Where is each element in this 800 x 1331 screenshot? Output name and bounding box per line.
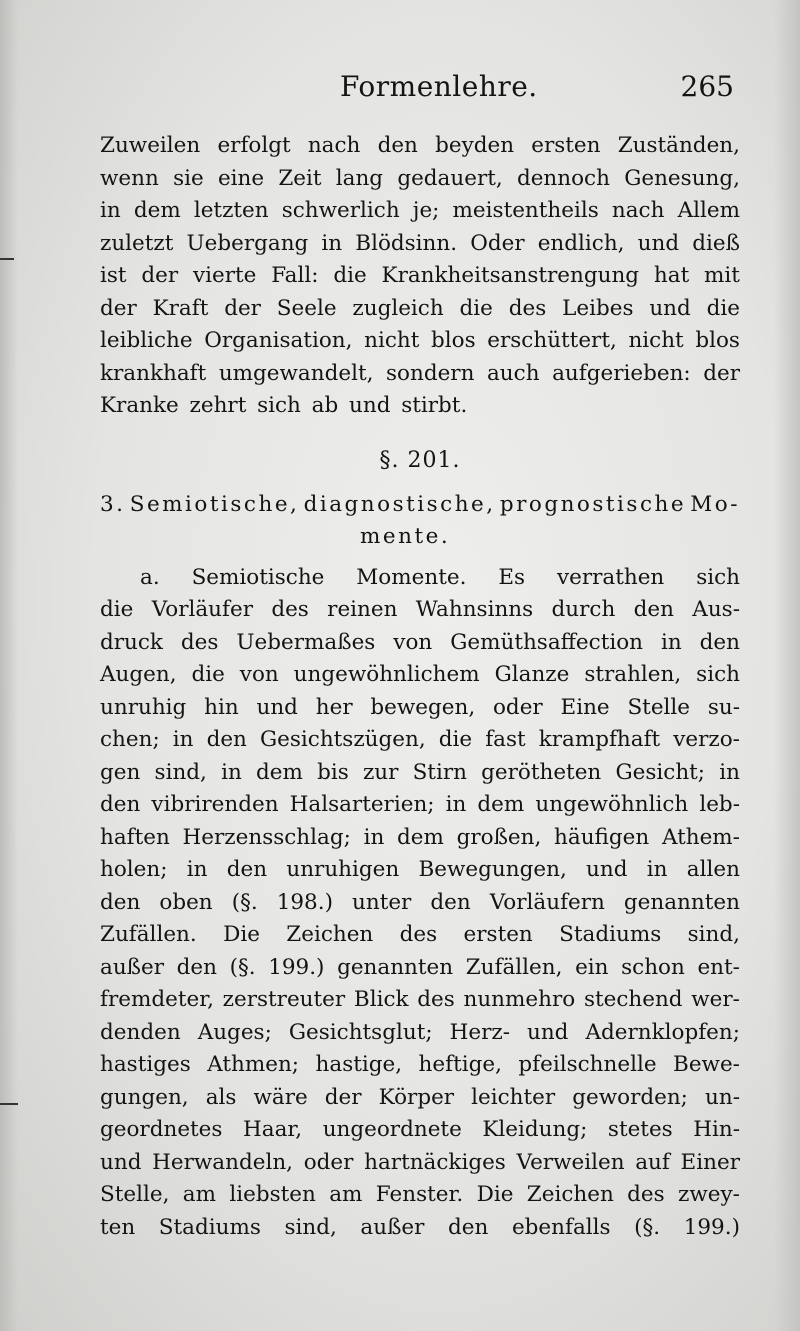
word: als xyxy=(205,1084,237,1110)
word: den xyxy=(377,133,418,158)
word: nicht xyxy=(628,328,684,353)
section-heading xyxy=(100,489,740,554)
word: sich xyxy=(696,564,740,590)
word: die xyxy=(706,295,740,321)
text-line xyxy=(100,1212,740,1245)
word: Herzensschlag; xyxy=(182,824,351,850)
text-line xyxy=(100,919,740,952)
word: dieß xyxy=(692,230,740,256)
word: sind, xyxy=(284,1214,337,1240)
word: Die xyxy=(476,1182,514,1207)
word: druck xyxy=(100,629,163,655)
word: des xyxy=(271,597,309,622)
word: mit xyxy=(704,263,740,288)
word: sind, xyxy=(687,922,740,947)
word: Kranke xyxy=(100,393,179,418)
word: verzo- xyxy=(673,727,740,752)
word: Stadiums xyxy=(158,1214,261,1240)
word: Genesung, xyxy=(624,165,740,191)
word: Uebermaßes xyxy=(236,629,376,655)
word: der xyxy=(703,360,740,386)
word: in xyxy=(221,759,242,785)
word: Gemüthsaffection xyxy=(450,629,644,655)
word: der xyxy=(324,1084,362,1110)
word: am xyxy=(182,1182,216,1207)
word: den xyxy=(699,629,740,655)
word: oben xyxy=(159,889,213,915)
word: ab xyxy=(311,393,339,418)
word: Es xyxy=(498,564,526,590)
word: auf xyxy=(635,1149,670,1175)
word: Gesichtszügen, xyxy=(259,727,426,752)
word: in xyxy=(445,792,467,817)
word: wer- xyxy=(691,987,740,1012)
word: 3. xyxy=(100,491,126,517)
word: eine xyxy=(217,165,265,191)
word: ungewöhnlich xyxy=(535,792,689,817)
word: Vorläufer xyxy=(151,597,253,622)
word: heftige, xyxy=(418,1052,502,1077)
word: Stirn xyxy=(412,759,467,785)
word: den xyxy=(100,792,141,817)
word: fremdeter, xyxy=(100,987,214,1012)
word: 198.) xyxy=(276,889,333,915)
page-text xyxy=(100,130,740,1244)
word: Verweilen xyxy=(516,1149,625,1175)
word: umgewandelt, xyxy=(218,360,374,386)
word: Zeichen xyxy=(526,1182,614,1207)
word: holen; xyxy=(100,857,168,882)
word: stetes xyxy=(607,1117,673,1142)
word: und xyxy=(256,694,298,720)
word: Die xyxy=(223,922,260,947)
text-line xyxy=(100,1049,740,1082)
word: genannten xyxy=(623,889,740,915)
word: (§. xyxy=(229,954,256,980)
word: je; xyxy=(412,198,440,223)
word: auch xyxy=(486,360,540,386)
word: Gesicht; xyxy=(615,759,706,785)
word: durch xyxy=(551,597,616,622)
word: von xyxy=(239,662,279,687)
word: allen xyxy=(686,857,740,882)
word: den xyxy=(100,889,141,915)
word: in xyxy=(363,824,385,850)
word: dem xyxy=(477,792,525,817)
word: den xyxy=(206,727,247,752)
word: denden xyxy=(100,1019,181,1045)
word: Zeit xyxy=(278,165,322,191)
word: stechend xyxy=(583,987,683,1012)
section-number: §. 201. xyxy=(379,447,461,473)
word: zerstreuter xyxy=(222,987,346,1012)
page-header xyxy=(100,70,740,110)
word: nunmehro xyxy=(463,987,576,1012)
word: nicht xyxy=(364,328,420,353)
text-line xyxy=(100,659,740,692)
word: oder xyxy=(492,694,543,720)
word: Blödsinn. xyxy=(355,230,458,256)
word: wäre xyxy=(253,1084,308,1110)
word: bewegen, xyxy=(370,694,476,720)
word: Kleidung; xyxy=(482,1117,588,1142)
word: gedauert, xyxy=(397,165,503,191)
word: Seele xyxy=(276,295,337,321)
word: nach xyxy=(307,133,361,158)
word: ersten xyxy=(463,922,533,947)
text-line xyxy=(100,130,740,163)
text-line xyxy=(100,822,740,855)
word: Haar, xyxy=(243,1117,303,1142)
text-line xyxy=(100,163,740,196)
word: bis xyxy=(317,759,349,785)
word: Leibes xyxy=(562,295,634,321)
word: Zufällen, xyxy=(465,954,563,980)
word: (§. xyxy=(634,1214,661,1240)
running-title: Formenlehre. xyxy=(340,70,538,103)
paragraph-1 xyxy=(100,130,740,423)
text-line xyxy=(100,594,740,627)
word: den xyxy=(430,889,471,915)
word: des xyxy=(627,1182,665,1207)
word: Aus- xyxy=(692,597,740,622)
word: unruhigen xyxy=(286,857,400,882)
word: a. xyxy=(140,564,160,590)
word: hartnäckiges xyxy=(364,1149,506,1175)
word: Hin- xyxy=(693,1117,740,1142)
word: die xyxy=(459,295,493,321)
text-line xyxy=(100,228,740,261)
word: Vorläufern xyxy=(489,889,605,915)
word: ebenfalls xyxy=(511,1214,611,1240)
word: Eine xyxy=(560,694,610,720)
word: die xyxy=(191,662,225,687)
word: Einer xyxy=(680,1149,740,1175)
word: die xyxy=(438,727,473,752)
text-line xyxy=(100,195,740,228)
word: Zeichen xyxy=(286,922,374,947)
word: ein xyxy=(575,954,609,980)
word: gen xyxy=(100,759,141,785)
word: schwerlich xyxy=(281,198,400,223)
word: prognostische xyxy=(499,491,687,517)
word: Semiotische, xyxy=(129,491,300,517)
word: der xyxy=(141,263,179,288)
word: die xyxy=(333,263,367,288)
text-line xyxy=(100,1017,740,1050)
word: blos xyxy=(695,328,740,353)
word: außer xyxy=(100,954,165,980)
word: der xyxy=(100,295,137,321)
word: verrathen xyxy=(556,564,665,590)
word: stirbt. xyxy=(401,393,468,418)
word: unruhig xyxy=(100,694,187,720)
word: Zufällen. xyxy=(100,922,197,947)
word: strahlen, xyxy=(584,662,682,687)
word: am xyxy=(329,1182,363,1207)
word: in xyxy=(321,230,343,256)
word: des xyxy=(417,987,455,1012)
word: zugleich xyxy=(352,295,444,321)
text-line xyxy=(100,984,740,1017)
word: nach xyxy=(611,198,665,223)
word: der xyxy=(224,295,261,321)
word: fast xyxy=(485,727,526,752)
word: vierte xyxy=(192,263,257,288)
word: Semiotische xyxy=(191,564,325,590)
word: ten xyxy=(100,1214,136,1240)
word: Blick xyxy=(353,987,409,1012)
text-line xyxy=(100,293,740,326)
word: her xyxy=(315,694,353,720)
word: dem xyxy=(397,824,444,850)
text-line xyxy=(100,1082,740,1115)
word: Stadiums xyxy=(559,922,662,947)
word: gungen, xyxy=(100,1084,189,1110)
word: häufigen xyxy=(554,824,650,850)
word: in xyxy=(186,857,208,882)
word: sie xyxy=(173,165,204,191)
word: haften xyxy=(100,824,170,850)
word: Mo- xyxy=(690,491,740,517)
word: Zuweilen xyxy=(100,133,201,158)
word: oder xyxy=(303,1149,354,1175)
word: Wahnsinns xyxy=(415,597,534,622)
word: in xyxy=(100,198,121,223)
margin-mark xyxy=(0,258,14,260)
word: diagnostische, xyxy=(303,491,496,517)
word: Stelle xyxy=(627,694,691,720)
word: pfeilschnelle xyxy=(518,1052,657,1077)
word: zur xyxy=(362,759,399,785)
word: hin xyxy=(204,694,239,720)
word: leibliche xyxy=(100,328,193,353)
word: gerötheten xyxy=(481,759,602,785)
word: leb- xyxy=(699,792,740,817)
word: zwey- xyxy=(678,1182,740,1207)
word: und xyxy=(637,230,680,256)
word: Uebergang xyxy=(186,230,309,256)
text-line xyxy=(100,952,740,985)
word: Augen, xyxy=(100,662,177,687)
word: Glanze xyxy=(494,662,570,687)
word: ungewöhnlichem xyxy=(293,662,480,687)
word: letzten xyxy=(193,198,269,223)
word: ent- xyxy=(697,954,740,980)
word: Momente. xyxy=(356,564,467,590)
text-line xyxy=(100,562,740,595)
word: Herwandeln, xyxy=(152,1149,294,1175)
word: Bewe- xyxy=(673,1052,740,1077)
text-line xyxy=(100,1147,740,1180)
word: aufgerieben: xyxy=(552,360,691,386)
word: die xyxy=(100,597,134,622)
word: reinen xyxy=(327,597,398,622)
word: Gesichtsglut; xyxy=(288,1019,433,1045)
text-line xyxy=(100,390,740,423)
word: in xyxy=(660,629,682,655)
text-line xyxy=(100,692,740,725)
word: großen, xyxy=(456,824,542,850)
word: Körper xyxy=(378,1084,455,1110)
word: Fall: xyxy=(271,263,319,288)
text-line xyxy=(100,724,740,757)
word: chen; xyxy=(100,727,160,752)
word: Athem- xyxy=(661,824,740,850)
word: lang xyxy=(335,165,384,191)
word: blos xyxy=(431,328,476,353)
text-line xyxy=(100,325,740,358)
word: Athmen; xyxy=(207,1052,300,1077)
word: erschüttert, xyxy=(487,328,617,353)
word: zehrt xyxy=(189,393,247,418)
word: krampfhaft xyxy=(538,727,661,752)
word: dem xyxy=(133,198,181,223)
word: Stelle, xyxy=(100,1182,170,1207)
word: und xyxy=(349,393,391,418)
word: Bewegungen, xyxy=(418,857,567,882)
word: und xyxy=(586,857,628,882)
word: Herz- xyxy=(449,1019,510,1045)
word: Kraft xyxy=(152,295,209,321)
word: genannten xyxy=(337,954,454,980)
text-line xyxy=(100,789,740,822)
word: erfolgt xyxy=(217,133,291,158)
word: 199.) xyxy=(683,1214,740,1240)
word: unter xyxy=(352,889,412,915)
word: und xyxy=(526,1019,569,1045)
word: zuletzt xyxy=(100,230,174,256)
word: geordnetes xyxy=(100,1117,223,1142)
word: Krankheitsanstrengung xyxy=(381,263,640,288)
word: hat xyxy=(653,263,690,288)
text-line xyxy=(100,757,740,790)
word: des xyxy=(180,629,219,655)
word: den xyxy=(226,857,268,882)
word: in xyxy=(646,857,668,882)
heading-line xyxy=(100,489,740,522)
word: dennoch xyxy=(516,165,610,191)
margin-mark xyxy=(0,1103,18,1105)
word: un- xyxy=(705,1084,740,1110)
text-line xyxy=(100,627,740,660)
word: schon xyxy=(621,954,685,980)
word: dem xyxy=(256,759,303,785)
word: außer xyxy=(360,1214,425,1240)
word: liebsten xyxy=(229,1182,316,1207)
page-left-edge-shadow xyxy=(0,0,18,1331)
word: Zuständen, xyxy=(617,133,740,158)
text-line xyxy=(100,854,740,887)
paragraph-2 xyxy=(100,562,740,1245)
word: Halsarterien; xyxy=(289,792,435,817)
word: geworden; xyxy=(572,1084,688,1110)
word: in xyxy=(719,759,740,785)
word: meistentheils xyxy=(452,198,599,223)
word: in xyxy=(172,727,194,752)
word: sind, xyxy=(154,759,207,785)
word: ersten xyxy=(531,133,601,158)
page-number: 265 xyxy=(680,70,734,103)
text-line xyxy=(100,887,740,920)
word: ist xyxy=(100,263,127,288)
word: und xyxy=(100,1149,142,1175)
word: beyden xyxy=(435,133,515,158)
word: hastiges xyxy=(100,1052,191,1077)
word: Allem xyxy=(677,198,740,223)
word: 199.) xyxy=(268,954,325,980)
word: hastige, xyxy=(315,1052,403,1077)
word: su- xyxy=(707,694,740,720)
word: von xyxy=(393,629,433,655)
word: leichter xyxy=(471,1084,556,1110)
word: ungeordnete xyxy=(322,1117,462,1142)
page-right-edge-shadow xyxy=(774,0,800,1331)
heading-line: mente. xyxy=(360,524,451,549)
word: Auges; xyxy=(197,1019,272,1045)
text-line xyxy=(100,260,740,293)
word: endlich, xyxy=(537,230,625,256)
word: Organisation, xyxy=(204,328,353,353)
word: sich xyxy=(696,662,740,687)
text-line xyxy=(100,1179,740,1212)
word: den xyxy=(633,597,674,622)
word: Fenster. xyxy=(375,1182,464,1207)
word: Oder xyxy=(470,230,525,256)
word: Adernklopfen; xyxy=(585,1019,740,1045)
text-line xyxy=(100,1114,740,1147)
word: wenn xyxy=(100,165,159,191)
word: den xyxy=(448,1214,489,1240)
word: (§. xyxy=(231,889,258,915)
word: krankhaft xyxy=(100,360,207,386)
word: den xyxy=(176,954,217,980)
word: des xyxy=(399,922,438,947)
word: und xyxy=(649,295,691,321)
word: vibrirenden xyxy=(151,792,279,817)
word: des xyxy=(508,295,547,321)
text-line xyxy=(100,358,740,391)
word: sondern xyxy=(386,360,475,386)
word: sich xyxy=(257,393,301,418)
